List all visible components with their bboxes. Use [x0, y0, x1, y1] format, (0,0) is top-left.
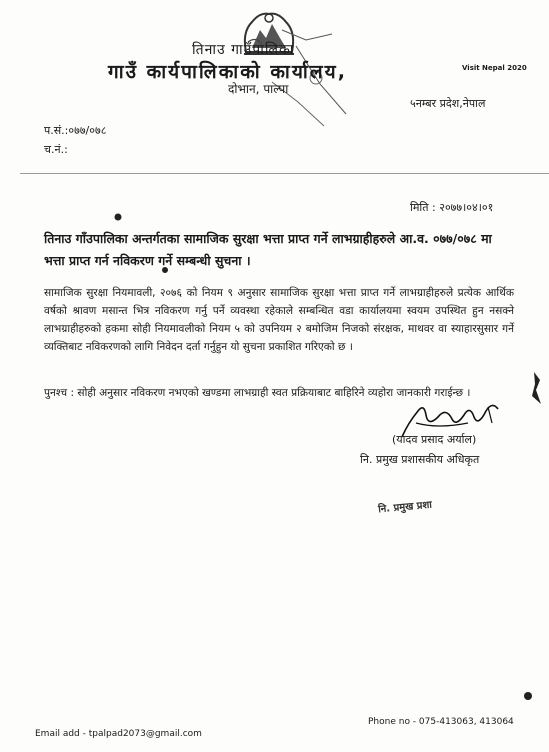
notice-body: सामाजिक सुरक्षा नियमावली, २०७६ को नियम ९ अनुसार सामाजिक सुरक्षा भत्ता प्राप्त गर्ने लाभग्राहीहरुले प्रत्येक आर्थिक वर्षको श्रावण मसान्त भित्र नविकरण गर्नु पर्ने व्यवस्था रहेकाले सम्बन्धित वडा कार्यालयमा स्वयम उपस्थित हुन नसक्ने लाभग्राहीहरुको हकमा सोही नियमावलीको नियम ५ को उपनियम २ बमोजिम निजको संरक्षक, माथवर वा स्याहारसुसार गर्ने व्यक्तिबाट नविकरणको लागि निवेदन दर्ता गर्नुहुन यो सुचना प्रकाशित गरिएको छ ।	[44, 287, 514, 353]
dispatch-number: च.नं.:	[44, 143, 68, 156]
office-address: दोभान, पाल्पा	[228, 82, 289, 96]
ink-mark-icon	[522, 690, 534, 702]
office-name: गाउँ कार्यपालिकाको कार्यालय,	[108, 61, 347, 83]
footer-phone: Phone no - 075-413063, 413064	[368, 717, 514, 727]
ink-mark-icon	[113, 212, 123, 222]
notice-subject: तिनाउ गाँउपालिका अन्तर्गतका सामाजिक सुरक्षा भत्ता प्राप्त गर्ने लाभग्राहीहरुले आ.व. ०७७/०७८ मा भत्ता प्राप्त गर्न नविकरण गर्ने सम्बन्धी सुचना ।	[44, 231, 492, 268]
signatory-name: (यादव प्रसाद अर्याल)	[392, 433, 477, 446]
signatory-title: नि. प्रमुख प्रशासकीय अधिकृत	[360, 453, 480, 466]
province-name: ५नम्बर प्रदेश,नेपाल	[410, 97, 486, 110]
footer-email: Email add - tpalpad2073@gmail.com	[35, 729, 202, 739]
visit-nepal-logo	[462, 64, 527, 82]
reference-number: प.सं.:०७७/०७८	[44, 124, 107, 137]
visit-nepal-logo-text: Visit Nepal 2020	[462, 64, 527, 72]
letter-date: मिति : २०७७।०४।०१	[410, 201, 494, 214]
office-seal: नि. प्रमुख प्रशा	[377, 499, 433, 516]
ink-mark-icon	[528, 372, 544, 406]
municipality-name: तिनाउ गाउँपालिका	[192, 42, 295, 58]
notice-postscript: पुनश्च : सोही अनुसार नविकरण नभएको खण्डमा लाभग्राही स्वत प्रक्रियाबाट बाहिरिने व्यहोरा जानकारी गराईन्छ ।	[44, 387, 471, 399]
header-divider	[20, 173, 549, 174]
